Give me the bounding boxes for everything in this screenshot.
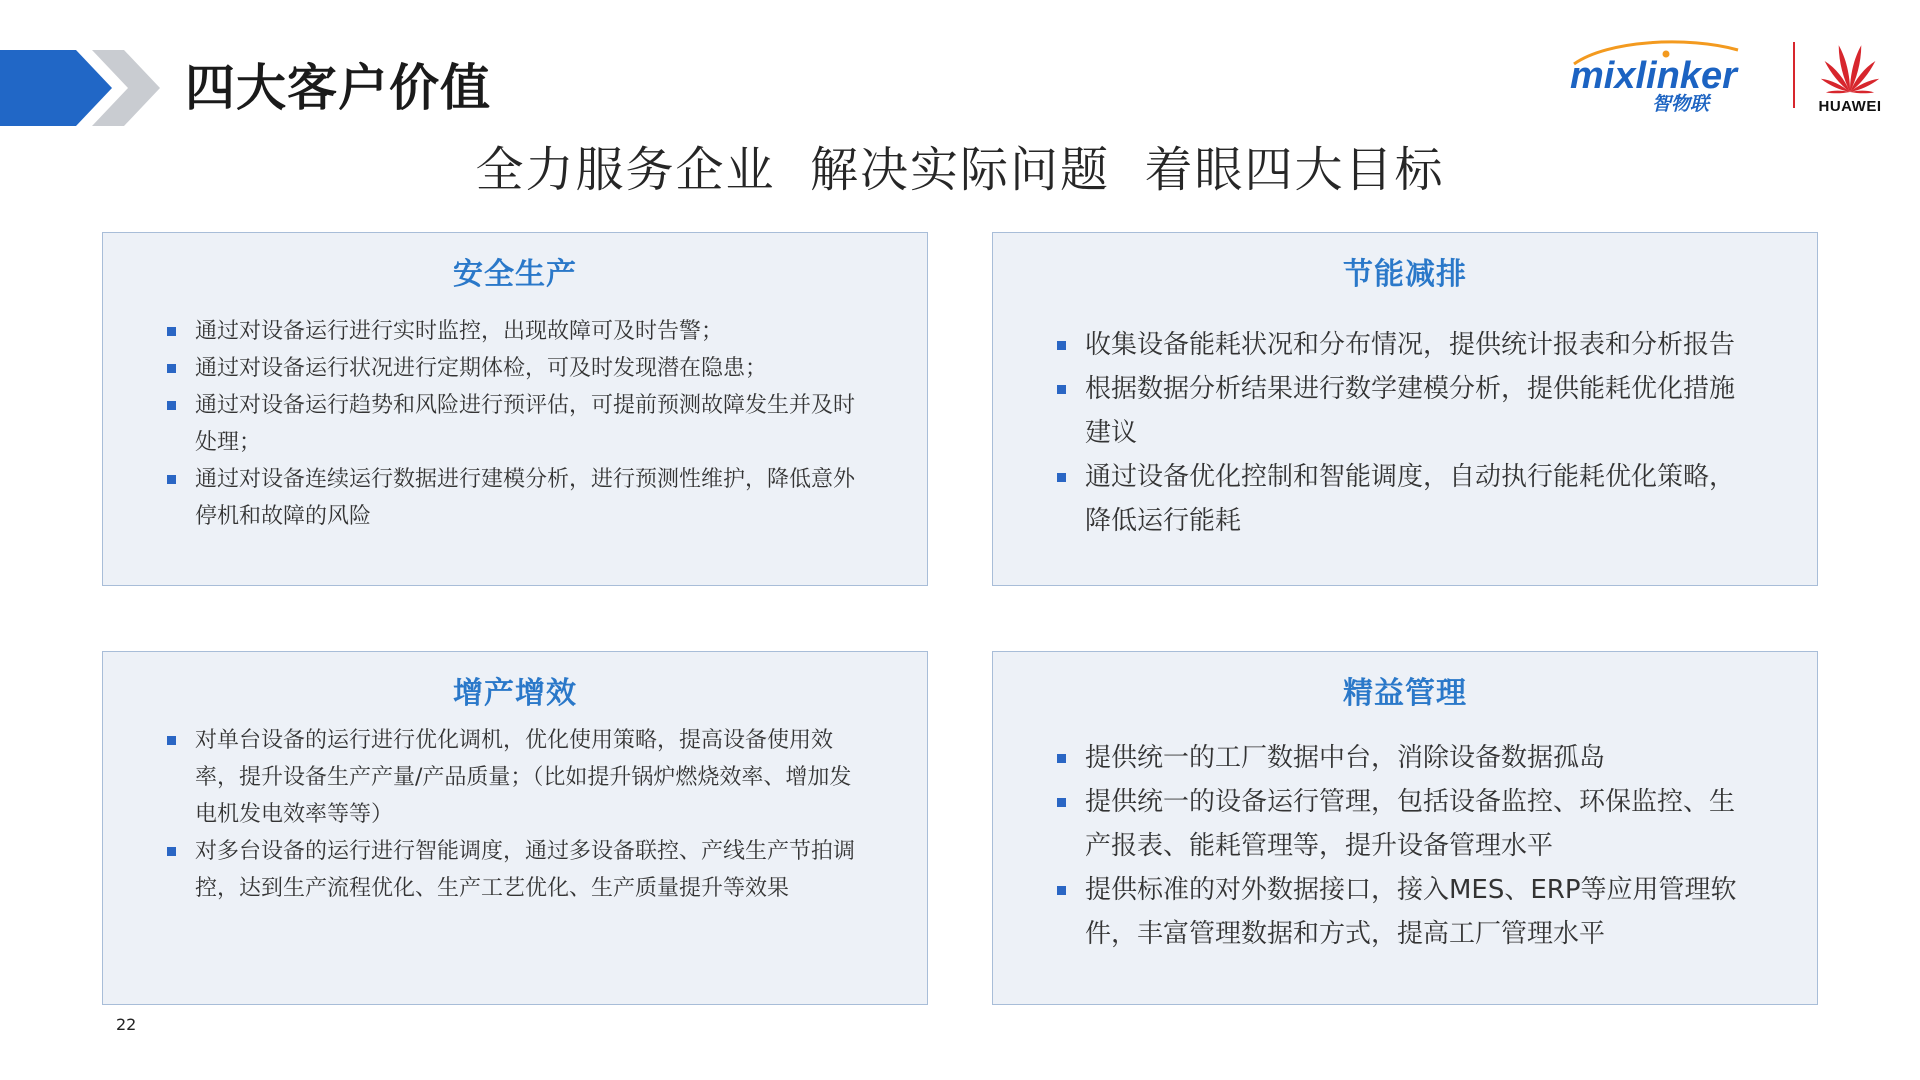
list-item: 根据数据分析结果进行数学建模分析，提供能耗优化措施建议 (1057, 367, 1757, 455)
list-item: 通过对设备连续运行数据进行建模分析，进行预测性维护，降低意外停机和故障的风险 (167, 461, 857, 535)
list-item: 对单台设备的运行进行优化调机，优化使用策略，提高设备使用效率，提升设备生产产量/产品质量；（比如提升锅炉燃烧效率、增加发电机发电效率等等） (167, 722, 857, 833)
card-productivity (102, 651, 928, 1005)
mixlinker-logo (1568, 36, 1780, 116)
svg-text:mixlinker: mixlinker (1570, 55, 1737, 97)
card-title: 增产增效 (453, 676, 577, 711)
card-list (167, 722, 857, 907)
list-item: 提供标准的对外数据接口，接入MES、ERP等应用管理软件，丰富管理数据和方式，提高工厂管理水平 (1057, 868, 1757, 956)
huawei-logo (1808, 36, 1892, 118)
page-title: 四大客户价值 (185, 59, 491, 117)
list-item: 对多台设备的运行进行智能调度，通过多设备联控、产线生产节拍调控，达到生产流程优化、生产工艺优化、生产质量提升等效果 (167, 833, 857, 907)
card-title: 安全生产 (453, 257, 577, 292)
svg-text:智物联: 智物联 (1652, 93, 1710, 115)
card-list (167, 313, 857, 535)
card-list (1057, 736, 1757, 956)
card-safe-production (102, 232, 928, 586)
list-item: 通过对设备运行状况进行定期体检，可及时发现潜在隐患； (167, 350, 857, 387)
page-number: 22 (116, 1015, 137, 1034)
subtitle: 全力服务企业 解决实际问题 着眼四大目标 (475, 142, 1445, 198)
card-lean-management (992, 651, 1818, 1005)
list-item: 通过对设备运行进行实时监控，出现故障可及时告警； (167, 313, 857, 350)
list-item: 通过设备优化控制和智能调度，自动执行能耗优化策略，降低运行能耗 (1057, 455, 1757, 543)
card-list (1057, 323, 1757, 543)
header-chevron-decoration (0, 50, 170, 126)
card-title: 精益管理 (1343, 676, 1467, 711)
list-item: 收集设备能耗状况和分布情况，提供统计报表和分析报告 (1057, 323, 1757, 367)
card-title: 节能减排 (1343, 257, 1467, 292)
huawei-logo-text: HUAWEI (1818, 98, 1882, 115)
list-item: 提供统一的设备运行管理，包括设备监控、环保监控、生产报表、能耗管理等，提升设备管理水平 (1057, 780, 1757, 868)
card-energy-saving (992, 232, 1818, 586)
logo-divider (1793, 42, 1795, 108)
list-item: 通过对设备运行趋势和风险进行预评估，可提前预测故障发生并及时处理； (167, 387, 857, 461)
list-item: 提供统一的工厂数据中台，消除设备数据孤岛 (1057, 736, 1757, 780)
